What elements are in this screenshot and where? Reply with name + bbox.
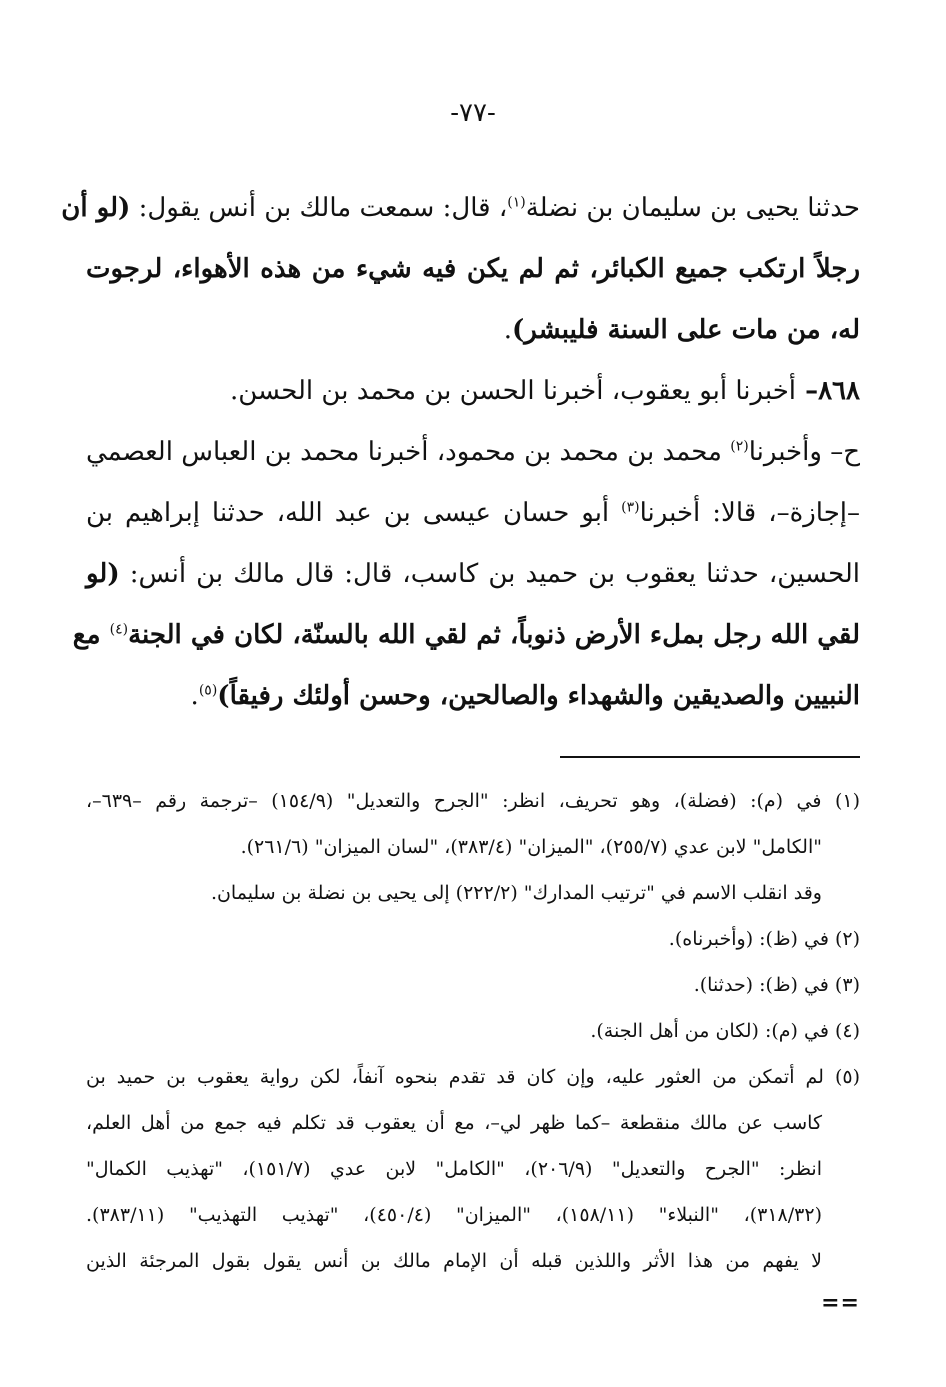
quote-text: له، من مات على السنة فليبشر) bbox=[511, 315, 860, 345]
footnote-line: "الكامل" لابن عدي (٢٥٥/٧)، "الميزان" (٣٨٣/٤)، "لسان الميزان" (٢٦١/٦). bbox=[240, 836, 822, 858]
footnote-ref: (٣) bbox=[621, 499, 640, 516]
footnote-line: (١) في (م): (فضلة)، وهو تحريف، انظر: "الجرح والتعديل" (١٥٤/٩) –ترجمة رقم –٦٣٩–، bbox=[86, 790, 860, 812]
quote-text: مع bbox=[72, 620, 110, 650]
footnote-line: انظر: "الجرح والتعديل" (٢٠٦/٩)، "الكامل" لابن عدي (١٥١/٧)، "تهذيب الكمال" bbox=[86, 1158, 823, 1180]
narration-text: . bbox=[503, 315, 512, 345]
text-line bbox=[61, 178, 860, 239]
text-line bbox=[86, 666, 860, 727]
footnote-line: (٣١٨/٣٢)، "النبلاء" (١٥٨/١١)، "الميزان" (٤٥٠/٤)، "تهذيب التهذيب" (٣٨٣/١١). bbox=[86, 1204, 822, 1226]
text-line bbox=[86, 361, 860, 422]
quote-text: ٨٦٨– bbox=[796, 376, 860, 406]
footnote-line: (٥) لم أتمكن من العثور عليه، وإن كان قد تقدم بنحوه آنفاً، لكن رواية يعقوب بن حميد بن bbox=[86, 1066, 860, 1088]
narration-text: أخبرنا أبو يعقوب، أخبرنا الحسن بن محمد بن الحسن. bbox=[229, 376, 797, 406]
footnote-ref: (٤) bbox=[109, 621, 129, 638]
narration-text: –إجازة–، قالا: أخبرنا bbox=[639, 498, 860, 528]
narration-text: الحسين، حدثنا يعقوب بن حميد بن كاسب، قال: قال مالك بن أنس: bbox=[119, 559, 860, 589]
main-text bbox=[61, 178, 860, 727]
quote-text: (لو bbox=[86, 559, 120, 589]
text-line bbox=[86, 422, 860, 483]
footnote-line: وقد انقلب الاسم في "ترتيب المدارك" (٢٢٢/٢) إلى يحيى بن نضلة بن سليمان. bbox=[210, 882, 822, 904]
footnote-ref: (٢) bbox=[730, 438, 749, 455]
footnote-line: (٤) في (م): (لكان من أهل الجنة). bbox=[590, 1020, 860, 1042]
footnote-ref: (٥) bbox=[198, 682, 218, 699]
footnote-line: كاسب عن مالك منقطعة –كما ظهر لي–، مع أن يعقوب قد تكلم فيه جمع من أهل العلم، bbox=[86, 1112, 822, 1134]
text-line bbox=[86, 300, 860, 361]
quote-text: النبيين والصديقين والشهداء والصالحين، وحسن أولئك رفيقاً) bbox=[217, 681, 860, 711]
footnote-line: (٢) في (ظ): (وأخبرناه). bbox=[668, 928, 860, 950]
footnote-line: لا يفهم من هذا الأثر واللذين قبله أن الإمام مالك بن أنس يقول بقول المرجئة الذين bbox=[86, 1250, 822, 1272]
narration-text: محمد بن محمد بن محمود، أخبرنا محمد بن العباس العصمي bbox=[86, 437, 731, 467]
text-line bbox=[86, 239, 860, 300]
narration-text: ، قال: سمعت مالك بن أنس يقول: bbox=[130, 193, 508, 223]
text-line bbox=[72, 605, 860, 666]
continuation-mark: == bbox=[821, 1290, 860, 1316]
quote-text: رجلاً ارتكب جميع الكبائر، ثم لم يكن فيه شيء من هذه الأهواء، لرجوت bbox=[86, 254, 860, 284]
narration-text: حدثنا يحيى بن سليمان بن نضلة bbox=[525, 193, 860, 223]
footnote-line: (٣) في (ظ): (حدثنا). bbox=[693, 974, 860, 996]
text-line bbox=[86, 544, 860, 605]
page-number: -٧٧- bbox=[450, 98, 496, 128]
narration-text: . bbox=[190, 681, 199, 711]
footnote-separator bbox=[560, 756, 860, 758]
footnotes bbox=[86, 778, 860, 1284]
text-line bbox=[86, 483, 860, 544]
footnote-ref: (١) bbox=[507, 194, 526, 211]
quote-text: لقي الله رجل بملء الأرض ذنوباً، ثم لقي الله بالسنّة، لكان في الجنة bbox=[128, 620, 860, 650]
narration-text: ح– وأخبرنا bbox=[748, 437, 860, 467]
narration-text: أبو حسان عيسى بن عبد الله، حدثنا إبراهيم بن bbox=[86, 498, 622, 528]
quote-text: (لو أن bbox=[61, 193, 131, 223]
